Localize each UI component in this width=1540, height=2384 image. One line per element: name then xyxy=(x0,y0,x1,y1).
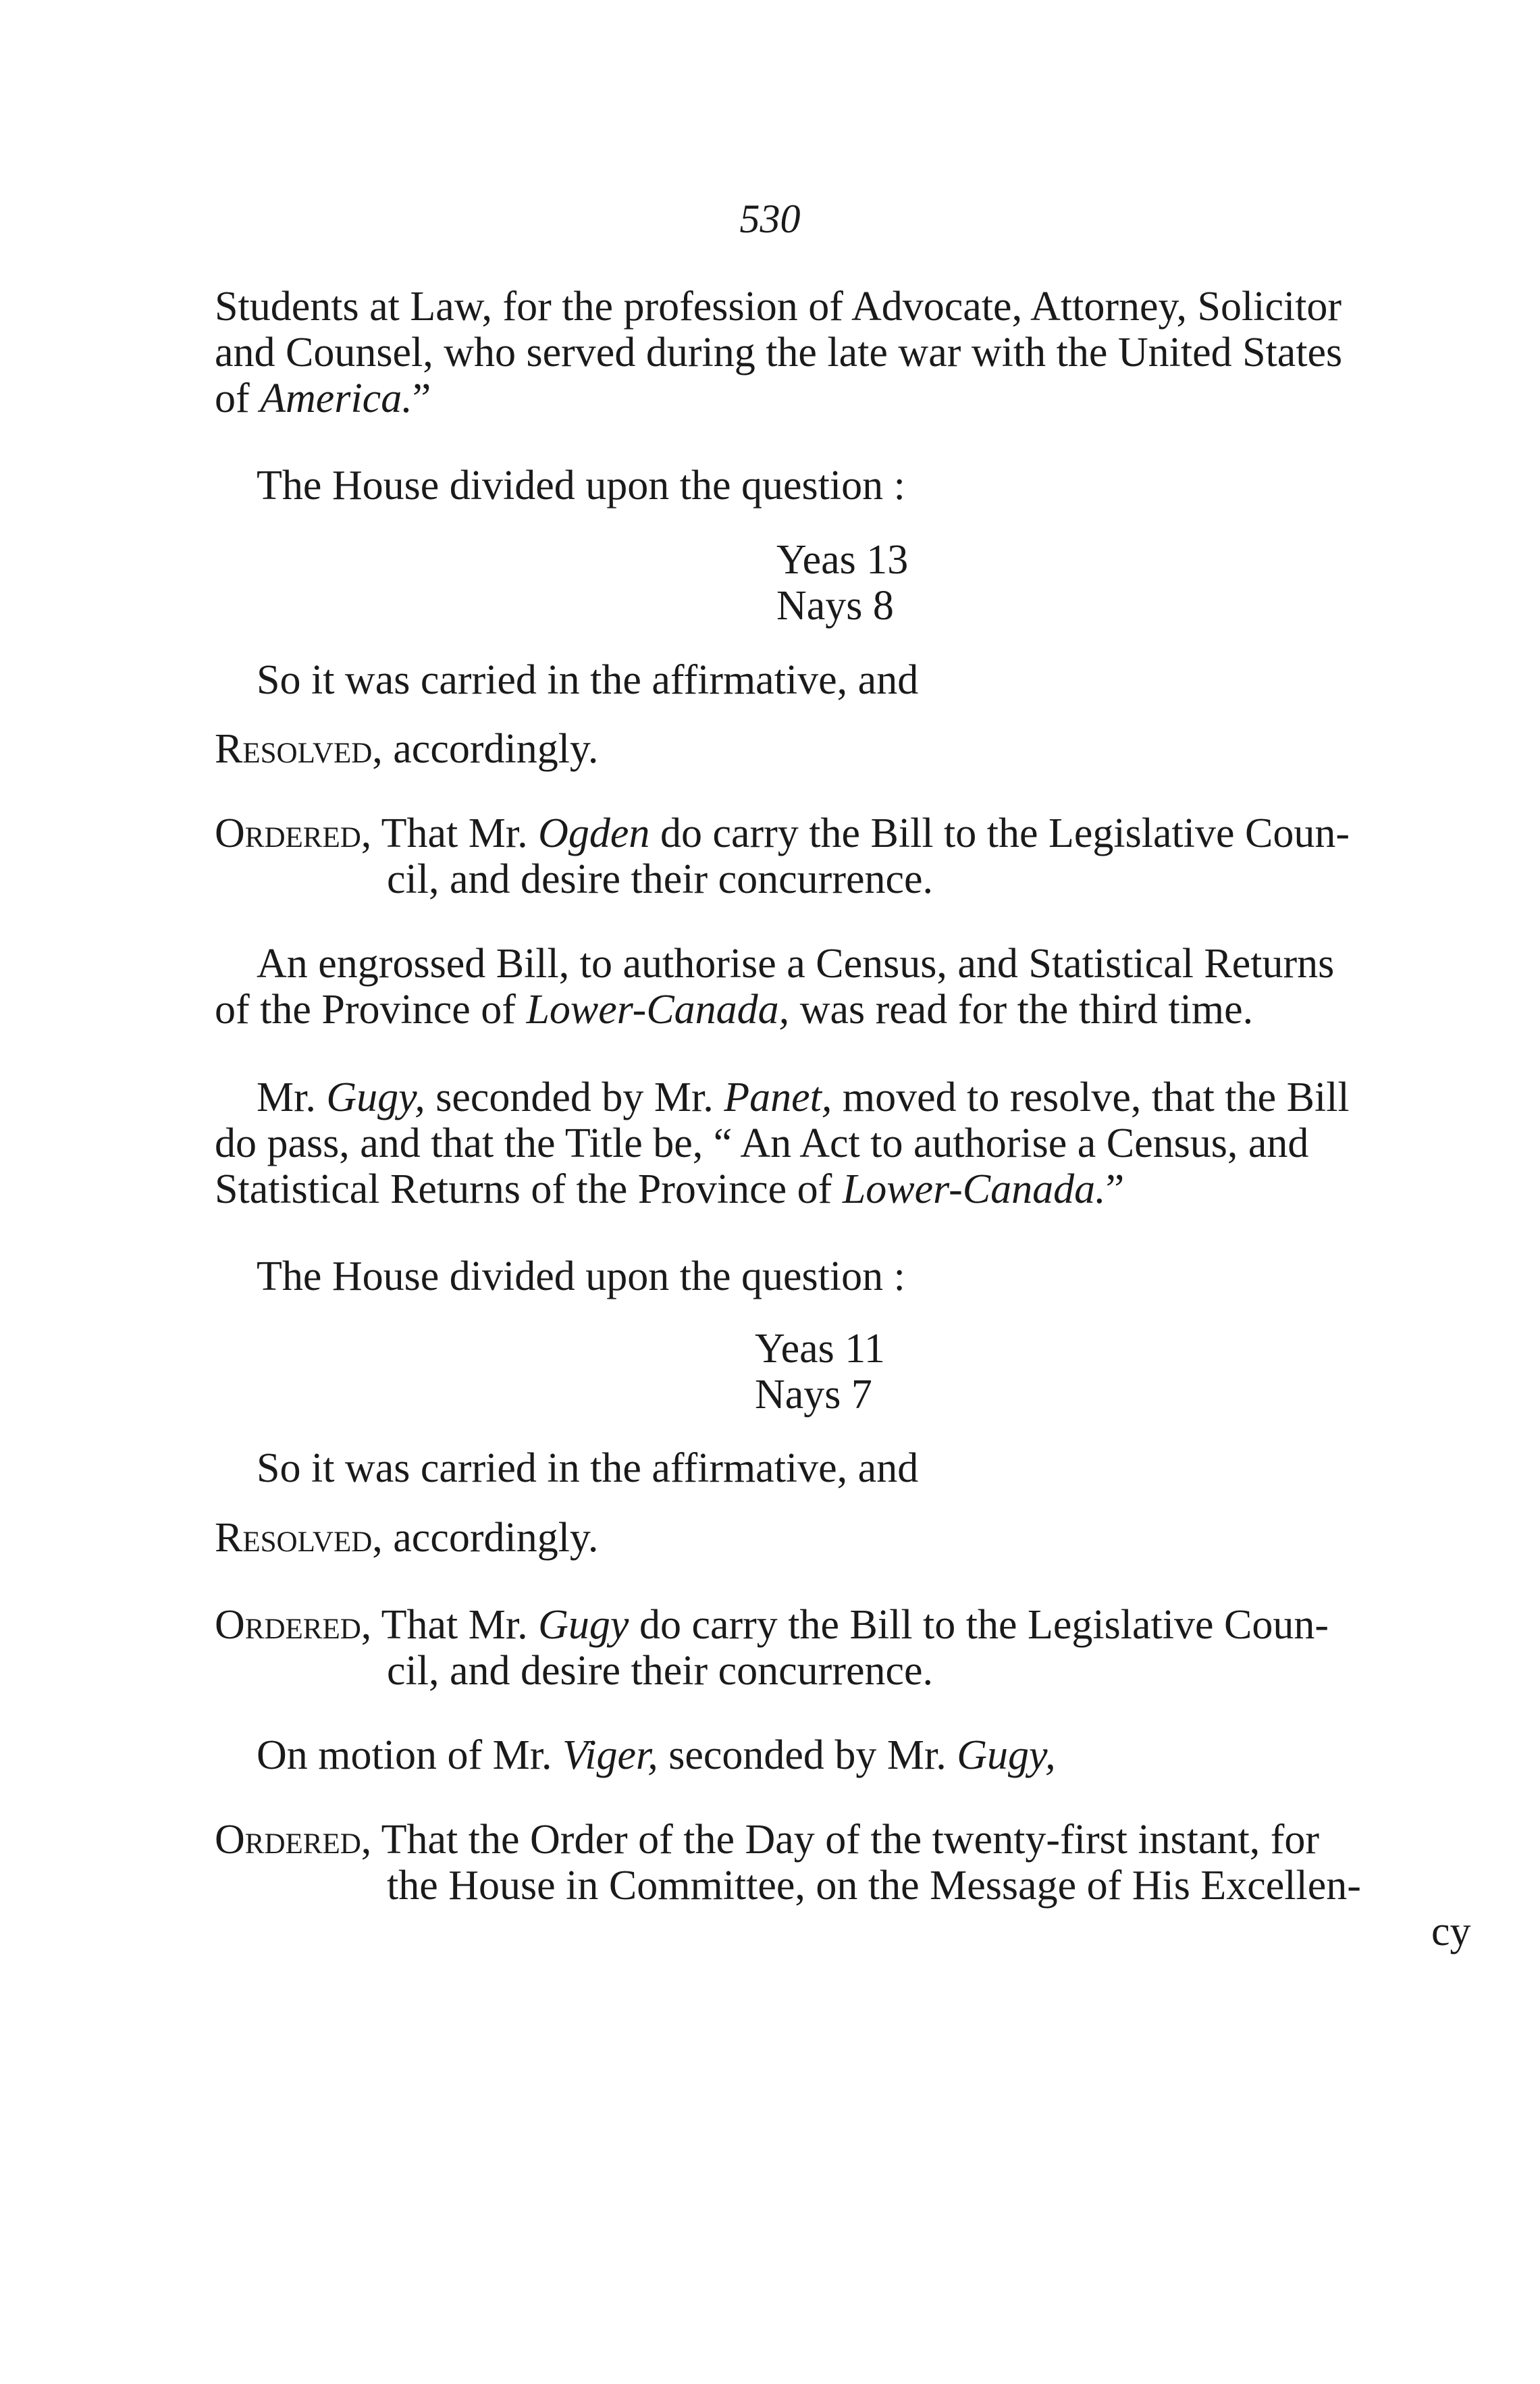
yeas-count: Yeas 13 xyxy=(776,537,909,583)
text-line: cil, and desire their concurrence. xyxy=(387,856,934,902)
text-line: do pass, and that the Title be, “ An Act to authorise a Census, and xyxy=(215,1120,1309,1166)
nays-count: Nays 8 xyxy=(776,583,894,629)
text-line: On motion of Mr. Viger, seconded by Mr. Gugy, xyxy=(257,1732,1056,1778)
ordered-line: Ordered, That Mr. Gugy do carry the Bill to the Legislative Coun- xyxy=(215,1602,1329,1648)
paragraph: So it was carried in the affirmative, and xyxy=(257,1445,919,1491)
text-line: and Counsel, who served during the late war with the United States xyxy=(215,330,1343,375)
page-number: 530 xyxy=(739,197,801,241)
paragraph: The House divided upon the question : xyxy=(257,1253,905,1299)
text-line: of America.” xyxy=(215,375,431,421)
text-line: of the Province of Lower-Canada, was read for the third time. xyxy=(215,987,1254,1033)
catchword: cy xyxy=(1431,1909,1471,1954)
paragraph: The House divided upon the question : xyxy=(257,463,905,509)
nays-count: Nays 7 xyxy=(755,1372,872,1418)
ordered-line: Ordered, That the Order of the Day of the twenty-first instant, for xyxy=(215,1817,1320,1863)
resolved-line: Resolved, accordingly. xyxy=(215,1515,599,1561)
italic-text: America. xyxy=(260,375,413,421)
text-line: Mr. Gugy, seconded by Mr. Panet, moved to resolve, that the Bill xyxy=(257,1074,1350,1120)
text-line: the House in Committee, on the Message of His Excellen- xyxy=(387,1863,1361,1909)
text-line: cil, and desire their concurrence. xyxy=(387,1648,934,1694)
ordered-line: Ordered, That Mr. Ogden do carry the Bill to the Legislative Coun- xyxy=(215,810,1350,856)
yeas-count: Yeas 11 xyxy=(755,1326,885,1372)
text-line: An engrossed Bill, to authorise a Census, and Statistical Returns xyxy=(257,941,1335,987)
paragraph: So it was carried in the affirmative, and xyxy=(257,657,919,703)
resolved-line: Resolved, accordingly. xyxy=(215,726,599,772)
text-line: Statistical Returns of the Province of Lower-Canada.” xyxy=(215,1166,1125,1212)
text-line: Students at Law, for the profession of Advocate, Attorney, Solicitor xyxy=(215,284,1342,330)
